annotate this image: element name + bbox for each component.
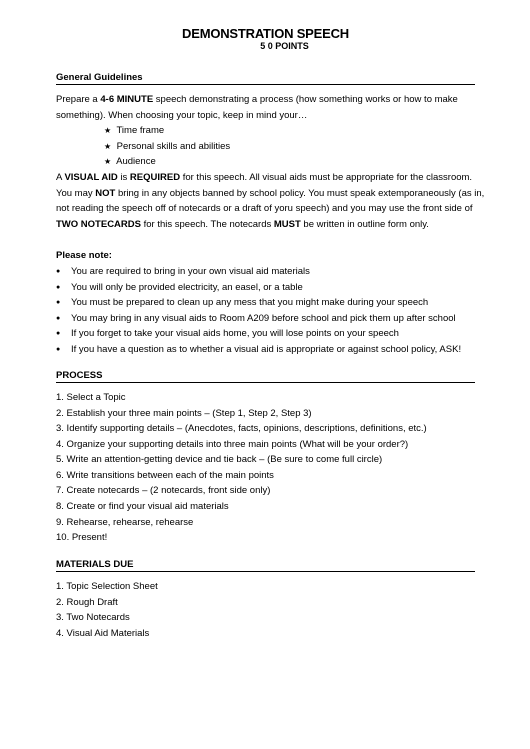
process-step: 4. Organize your supporting details into three main points (What will be your order?) [56, 439, 409, 450]
materials-due-heading: MATERIALS DUE [56, 559, 475, 572]
materials-item: 2. Rough Draft [56, 597, 118, 608]
consideration-item: ★ Personal skills and abilities [104, 141, 231, 152]
visual-aid-line-4: TWO NOTECARDS for this speech. The notecards MUST be written in outline form only. [56, 219, 429, 230]
consideration-item: ★ Audience [104, 156, 156, 167]
bullet-icon: ● [56, 299, 61, 306]
points-subtitle: 5 0 POINTS [260, 41, 309, 51]
visual-aid-line-2: You may NOT bring in any objects banned by school policy. You must speak extemporaneously (as in, [56, 188, 485, 199]
materials-item: 4. Visual Aid Materials [56, 628, 150, 639]
materials-item: 3. Two Notecards [56, 612, 130, 623]
bullet-icon: ● [56, 346, 61, 353]
note-item: ● You may bring in any visual aids to Room A209 before school and pick them up after school [56, 313, 456, 324]
process-step: 7. Create notecards – (2 notecards, front side only) [56, 485, 271, 496]
intro-line-2: something). When choosing your topic, keep in mind your… [56, 110, 308, 121]
consideration-item: ★ Time frame [104, 125, 165, 136]
bullet-icon: ● [56, 268, 61, 275]
process-step: 9. Rehearse, rehearse, rehearse [56, 517, 194, 528]
process-step: 6. Write transitions between each of the main points [56, 470, 274, 481]
document-title: DEMONSTRATION SPEECH [182, 26, 349, 41]
bullet-icon: ● [56, 315, 61, 322]
star-icon: ★ [104, 126, 112, 135]
note-item: ● You are required to bring in your own visual aid materials [56, 266, 310, 277]
general-guidelines-heading: General Guidelines [56, 72, 475, 85]
process-step: 5. Write an attention-getting device and tie back – (Be sure to come full circle) [56, 454, 383, 465]
process-step: 8. Create or find your visual aid materials [56, 501, 229, 512]
please-note-heading: Please note: [56, 250, 112, 261]
materials-item: 1. Topic Selection Sheet [56, 581, 158, 592]
note-item: ● You will only be provided electricity, an easel, or a table [56, 282, 303, 293]
star-icon: ★ [104, 157, 112, 166]
process-heading: PROCESS [56, 370, 475, 383]
intro-line-1: Prepare a 4-6 MINUTE speech demonstrating a process (how something works or how to make [56, 94, 458, 105]
note-item: ● If you have a question as to whether a visual aid is appropriate or against school policy, ASK! [56, 344, 462, 355]
note-item: ● You must be prepared to clean up any mess that you might make during your speech [56, 297, 429, 308]
process-step: 10. Present! [56, 532, 108, 543]
star-icon: ★ [104, 142, 112, 151]
note-item: ● If you forget to take your visual aids home, you will lose points on your speech [56, 328, 399, 339]
bullet-icon: ● [56, 330, 61, 337]
bullet-icon: ● [56, 284, 61, 291]
visual-aid-line-1: A VISUAL AID is REQUIRED for this speech. All visual aids must be appropriate for the classroom. [56, 172, 473, 183]
process-step: 1. Select a Topic [56, 392, 126, 403]
process-step: 3. Identify supporting details – (Anecdotes, facts, opinions, descriptions, definitions, etc.) [56, 423, 427, 434]
process-step: 2. Establish your three main points – (Step 1, Step 2, Step 3) [56, 408, 312, 419]
visual-aid-line-3: not reading the speech off of notecards or a draft of yoru speech) and you may use the front side of [56, 203, 473, 214]
